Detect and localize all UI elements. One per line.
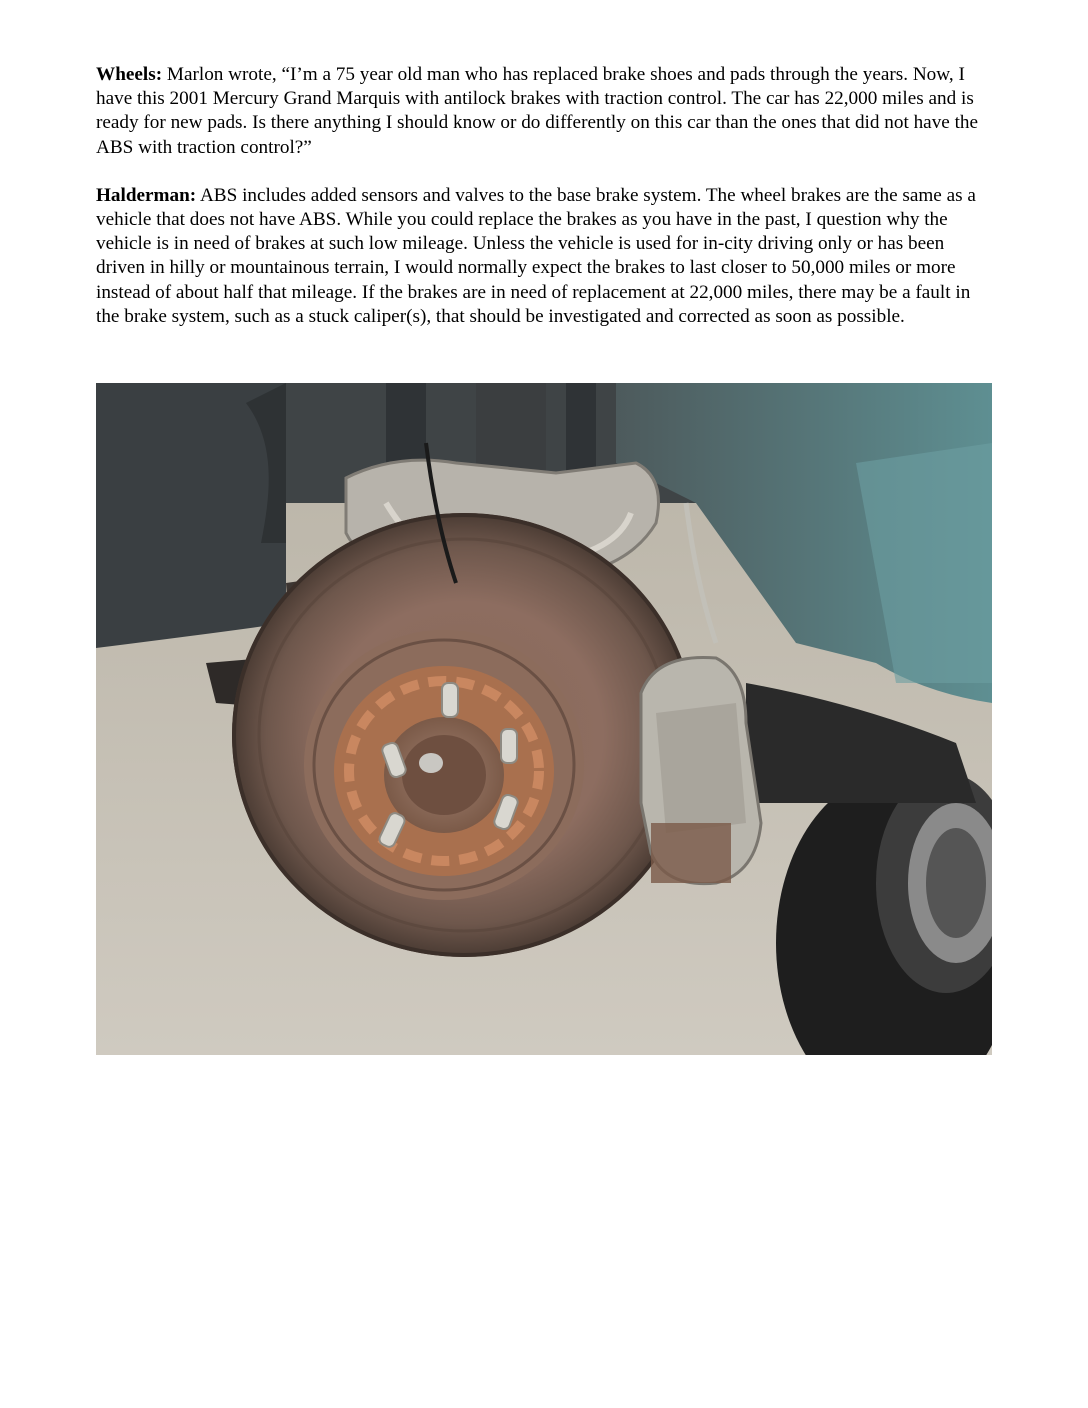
question-paragraph bbox=[96, 63, 996, 160]
brake-rotor-illustration bbox=[96, 383, 992, 1055]
article-body bbox=[96, 63, 996, 329]
brake-rotor-photo bbox=[96, 383, 992, 1055]
question-text: Marlon wrote, “I’m a 75 year old man who has replaced brake shoes and pads through the years. Now, I have this 2001 Mercury Grand Marquis with antilock brakes with traction control. The car has 22,000 miles and is ready for new pads. Is there anything I should know or do differently on this car than the ones that did not have the ABS with traction control?” bbox=[96, 64, 979, 158]
answer-speaker: Halderman: bbox=[96, 184, 197, 206]
answer-text: ABS includes added sensors and valves to the base brake system. The wheel brakes are the same as a vehicle that does not have ABS. While you could replace the brakes as you have in the past, I question why the vehicle is in need of brakes at such low mileage. Unless the vehicle is used for in-city driving only or has been driven in hilly or mountainous terrain, I would normally expect the brakes to last closer to 50,000 miles or more instead of about half that mileage. If the brakes are in need of replacement at 22,000 miles, there may be a fault in the brake system, such as a stuck caliper(s), that should be investigated and corrected as soon as possible. bbox=[96, 184, 976, 327]
answer-paragraph bbox=[96, 184, 996, 329]
question-speaker: Wheels: bbox=[96, 64, 163, 85]
